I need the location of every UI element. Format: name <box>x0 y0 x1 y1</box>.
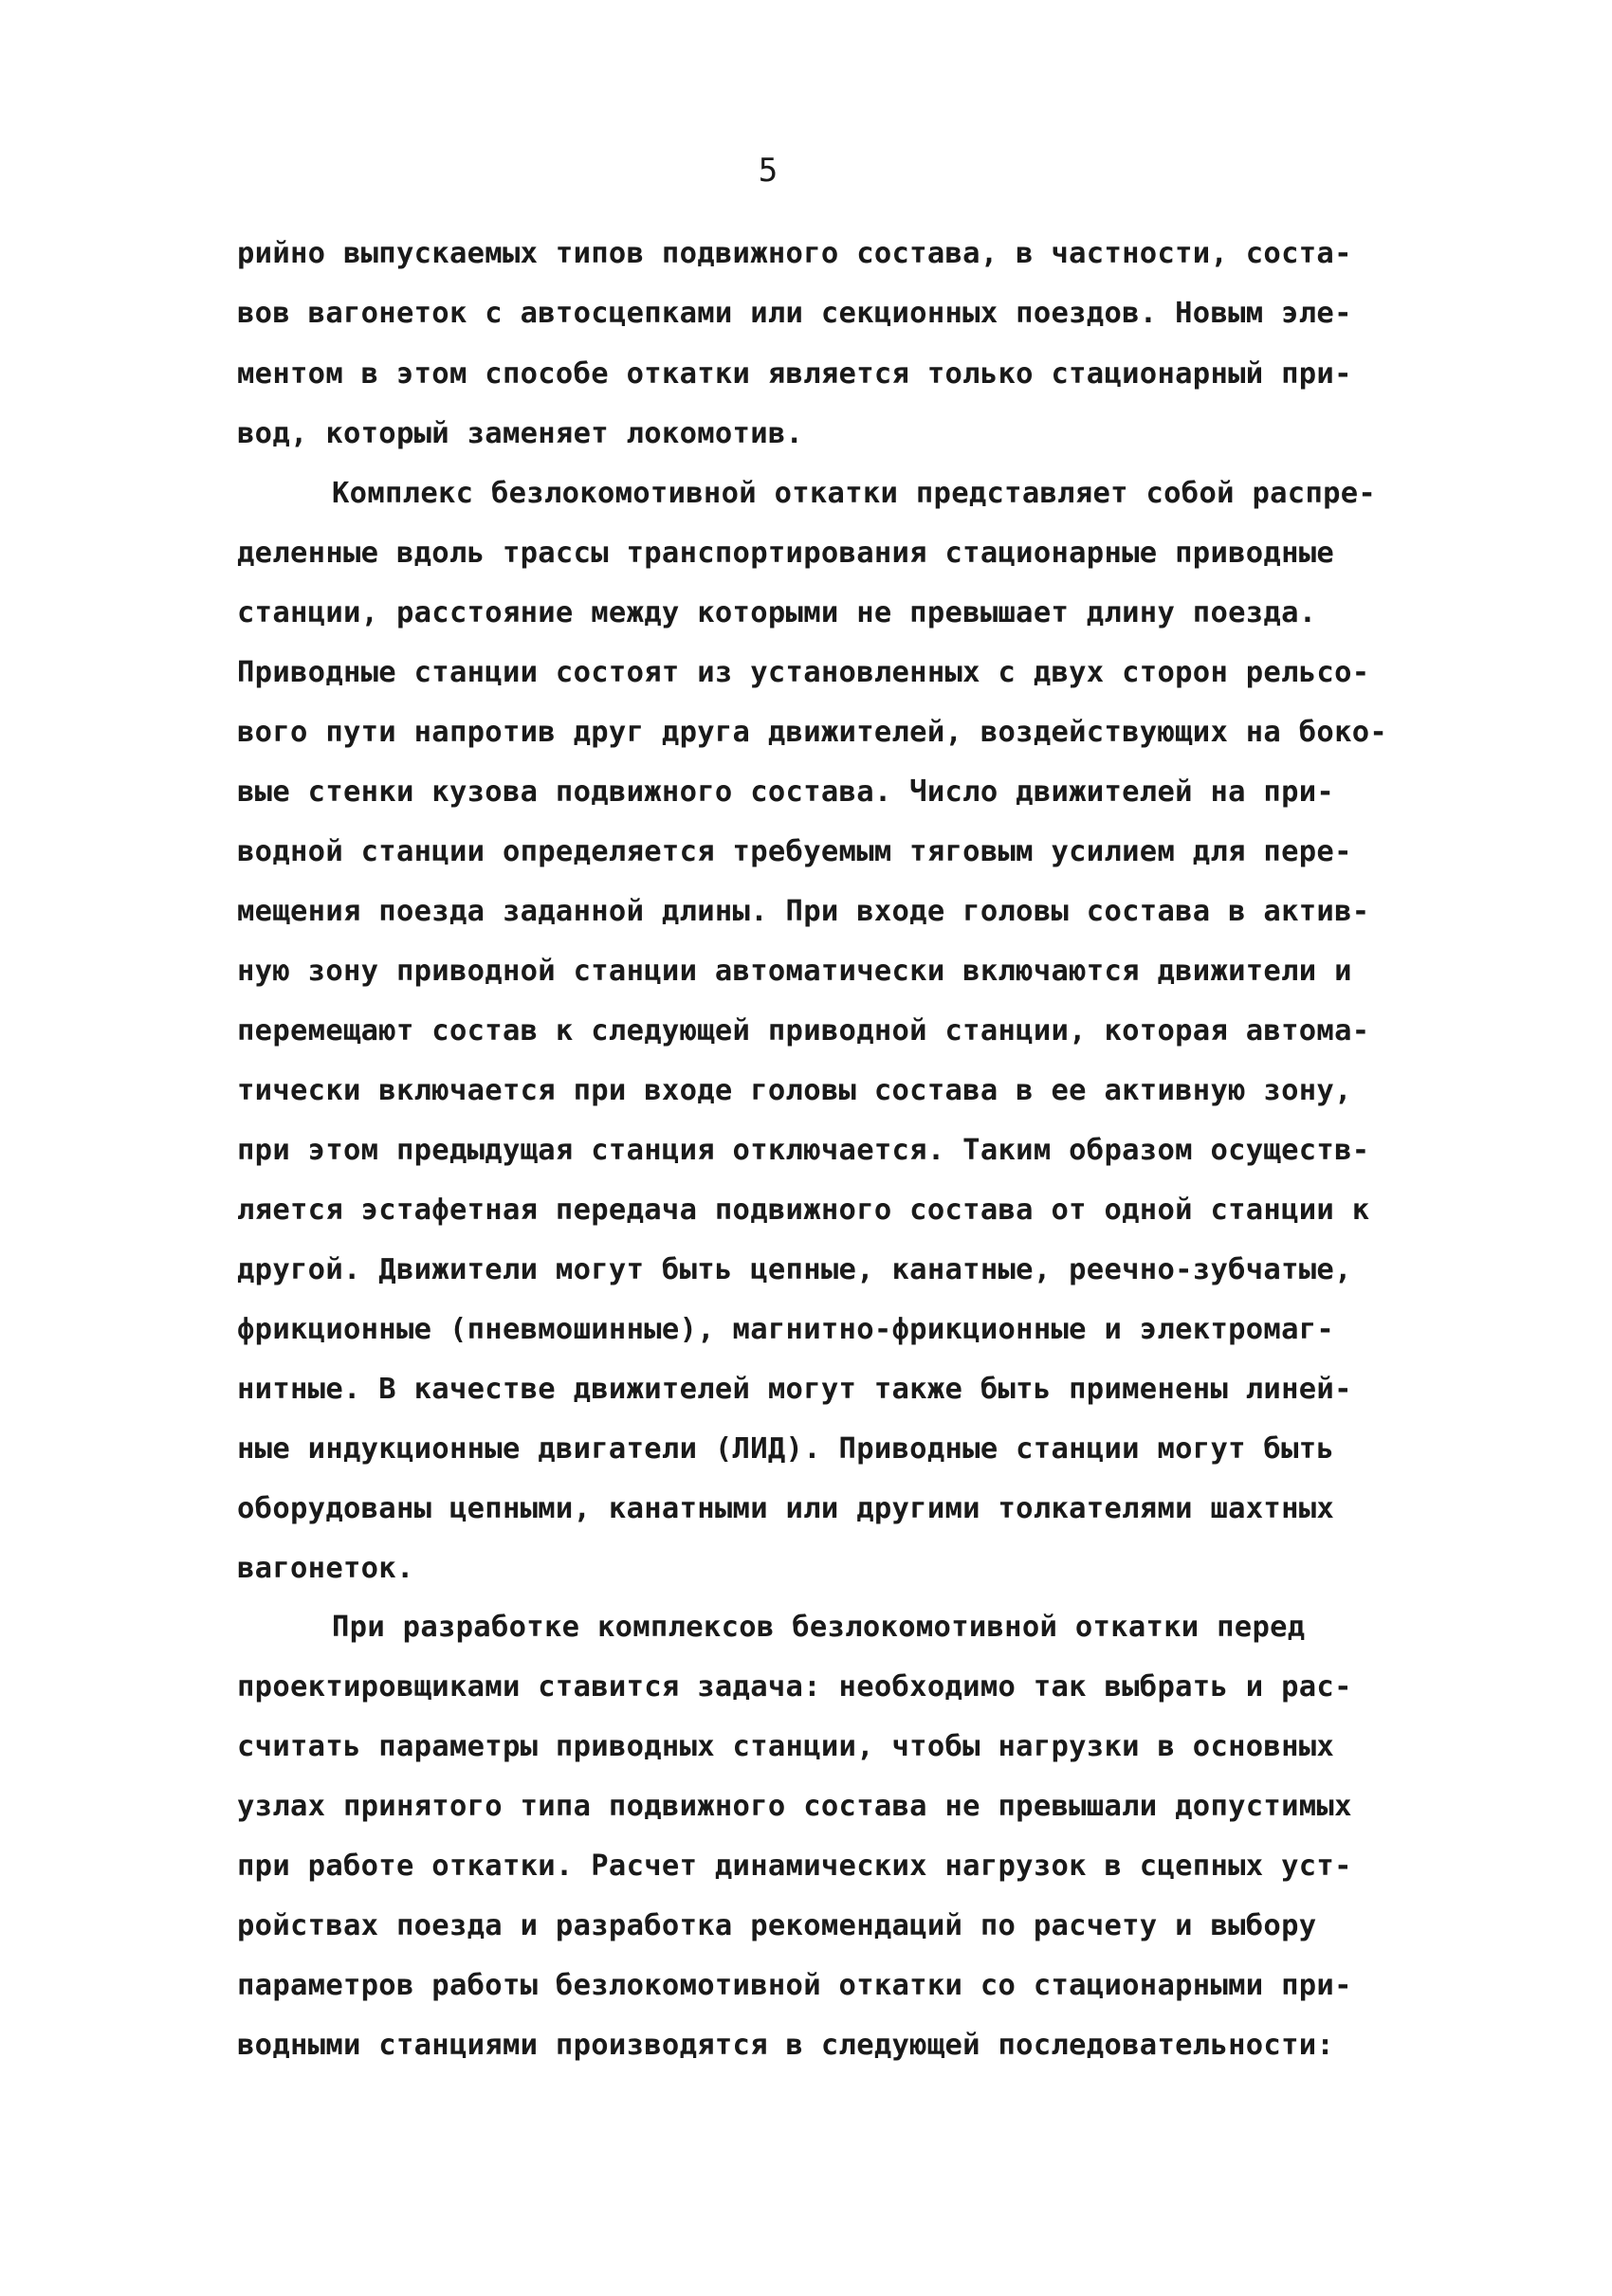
text-line: ную зону приводной станции автоматически включаются движители и <box>237 955 1352 988</box>
text-line: фрикционные (пневмошинные), магнитно-фрикционные и электромаг- <box>237 1313 1335 1346</box>
text-line: вого пути напротив друг друга движителей, воздействующих на боко- <box>237 716 1388 749</box>
text-line: вые стенки кузова подвижного состава. Число движителей на при- <box>237 775 1335 809</box>
text-line: При разработке комплексов безлокомотивной откатки перед <box>332 1611 1306 1644</box>
text-line: Комплекс безлокомотивной откатки представляет собой распре- <box>332 477 1377 510</box>
page-number: 5 <box>758 152 779 190</box>
text-line: параметров работы безлокомотивной откатки со стационарными при- <box>237 1969 1352 2002</box>
text-line: Приводные станции состоят из установленных с двух сторон рельсо- <box>237 656 1370 689</box>
text-line: узлах принятого типа подвижного состава не превышали допустимых <box>237 1790 1352 1823</box>
text-line: деленные вдоль трассы транспортирования стационарные приводные <box>237 537 1335 570</box>
text-line: мещения поезда заданной длины. При входе головы состава в актив- <box>237 895 1370 928</box>
text-line: считать параметры приводных станции, чтобы нагрузки в основных <box>237 1730 1335 1763</box>
text-line: другой. Движители могут быть цепные, канатные, реечно-зубчатые, <box>237 1253 1352 1286</box>
text-line: проектировщиками ставится задача: необходимо так выбрать и рас- <box>237 1670 1352 1704</box>
text-line: нитные. В качестве движителей могут также быть применены линей- <box>237 1373 1352 1406</box>
text-line: ные индукционные двигатели (ЛИД). Приводные станции могут быть <box>237 1432 1335 1466</box>
text-line: оборудованы цепными, канатными или другими толкателями шахтных <box>237 1492 1335 1525</box>
text-line: рийно выпускаемых типов подвижного состава, в частности, соста- <box>237 237 1352 270</box>
text-line: ментом в этом способе откатки является только стационарный при- <box>237 357 1352 391</box>
text-line: вод, который заменяет локомотив. <box>237 417 804 450</box>
text-line: при работе откатки. Расчет динамических нагрузок в сцепных уст- <box>237 1850 1352 1883</box>
text-line: ляется эстафетная передача подвижного состава от одной станции к <box>237 1194 1370 1227</box>
text-line: тически включается при входе головы состава в ее активную зону, <box>237 1074 1352 1107</box>
text-line: ройствах поезда и разработка рекомендаций по расчету и выбору <box>237 1909 1317 1942</box>
text-line: при этом предыдущая станция отключается. Таким образом осуществ- <box>237 1134 1370 1167</box>
text-line: водными станциями производятся в следующей последовательности: <box>237 2029 1335 2062</box>
text-line: станции, расстояние между которыми не превышает длину поезда. <box>237 596 1317 629</box>
text-line: вов вагонеток с автосцепками или секционных поездов. Новым эле- <box>237 297 1352 330</box>
text-line: вагонеток. <box>237 1552 414 1585</box>
text-line: водной станции определяется требуемым тяговым усилием для пере- <box>237 835 1352 868</box>
text-line: перемещают состав к следующей приводной станции, которая автома- <box>237 1014 1370 1048</box>
